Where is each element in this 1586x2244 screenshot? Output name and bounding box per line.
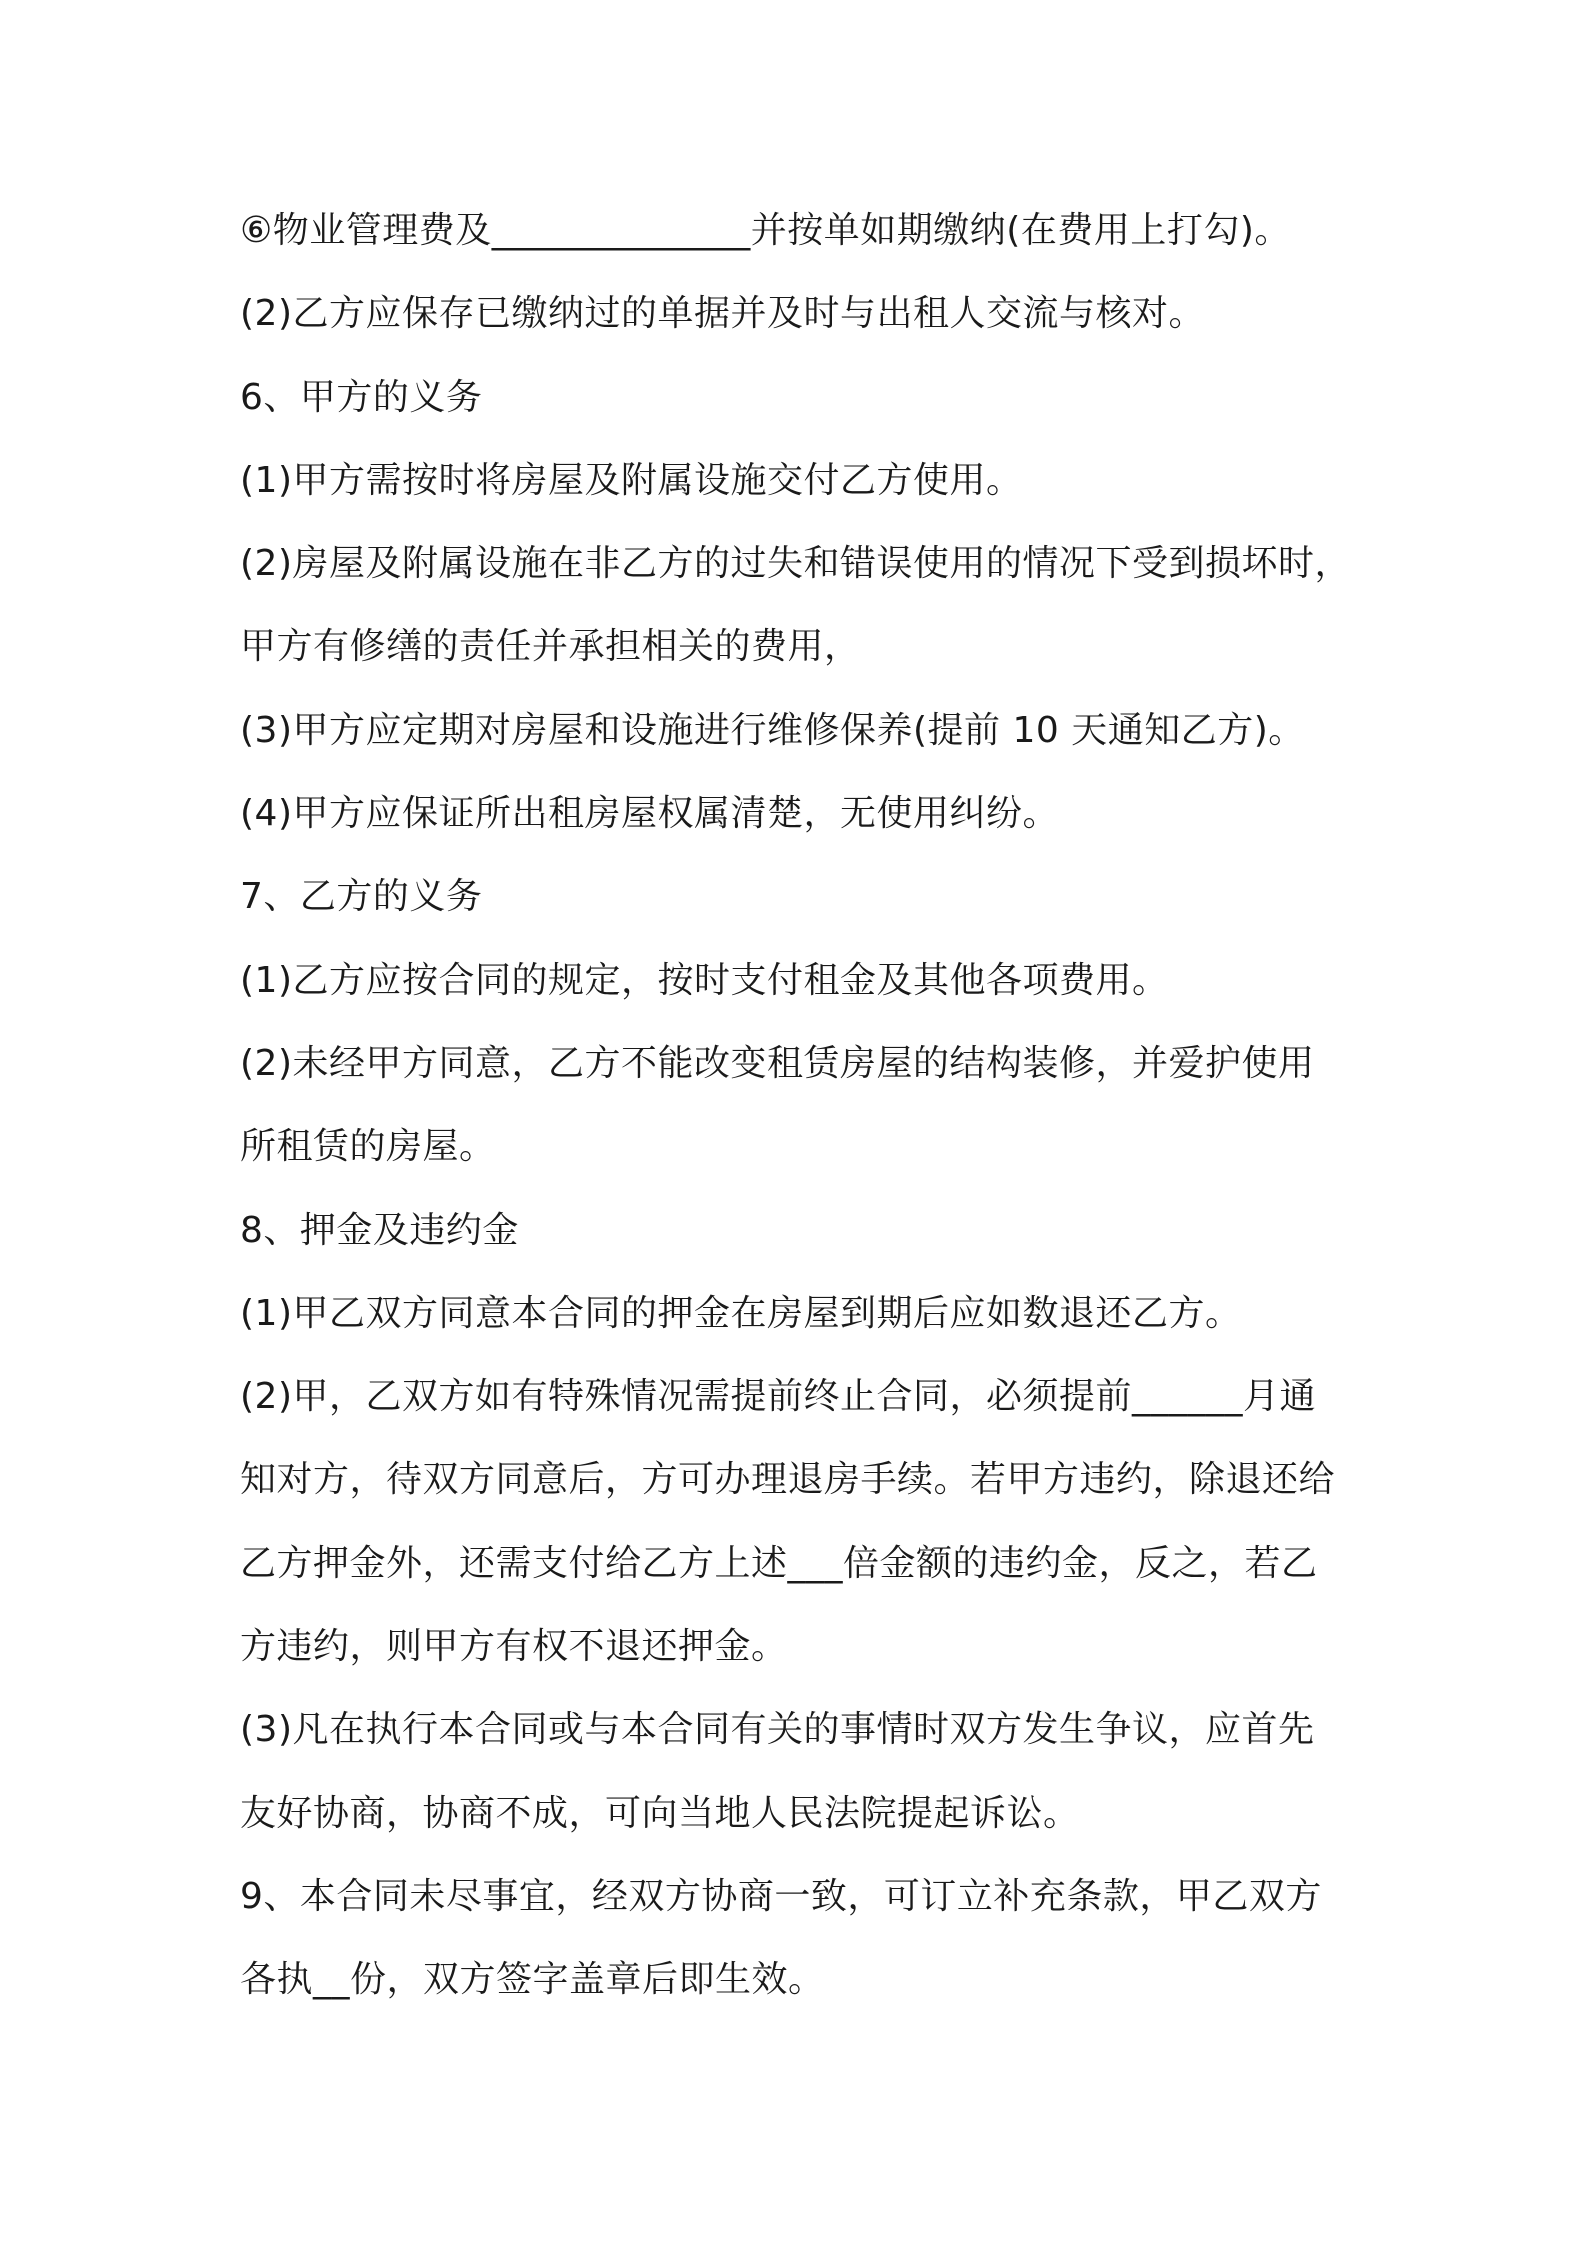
section-heading: 6、甲方的义务 [240,376,483,418]
text-line: 乙方押金外，还需支付给乙方上述___倍金额的违约金，反之，若乙 [240,1542,1318,1584]
section-heading: 8、押金及违约金 [240,1209,519,1251]
text-line: (1)乙方应按合同的规定，按时支付租金及其他各项费用。 [240,959,1169,1001]
text-line: (2)乙方应保存已缴纳过的单据并及时与出租人交流与核对。 [240,293,1205,335]
text-line: (2)甲，乙双方如有特殊情况需提前终止合同，必须提前______月通 [240,1376,1316,1418]
text-line: 方违约，则甲方有权不退还押金。 [240,1626,788,1668]
text-line: 各执__份，双方签字盖章后即生效。 [240,1959,825,2001]
text-line: ⑥物业管理费及______________并按单如期缴纳(在费用上打勾)。 [240,210,1291,251]
text-line: (2)房屋及附属设施在非乙方的过失和错误使用的情况下受到损坏时， [240,543,1351,585]
text-line: 所租赁的房屋。 [240,1126,496,1168]
section-heading: 9、本合同未尽事宜，经双方协商一致，可订立补充条款，甲乙双方 [240,1875,1322,1917]
text-line: 知对方，待双方同意后，方可办理退房手续。若甲方违约，除退还给 [240,1459,1336,1501]
text-line: (3)凡在执行本合同或与本合同有关的事情时双方发生争议，应首先 [240,1709,1315,1751]
text-line: (4)甲方应保证所出租房屋权属清楚，无使用纠纷。 [240,793,1059,835]
text-line: (3)甲方应定期对房屋和设施进行维修保养(提前 10 天通知乙方)。 [240,709,1305,751]
text-line: (2)未经甲方同意，乙方不能改变租赁房屋的结构装修，并爱护使用 [240,1042,1315,1084]
text-line: (1)甲乙双方同意本合同的押金在房屋到期后应如数退还乙方。 [240,1292,1242,1334]
text-line: 友好协商，协商不成，可向当地人民法院提起诉讼。 [240,1792,1080,1834]
text-line: (1)甲方需按时将房屋及附属设施交付乙方使用。 [240,459,1023,501]
document-body [240,198,1370,2031]
text-line: 甲方有修缮的责任并承担相关的费用， [240,626,861,668]
section-heading: 7、乙方的义务 [240,876,483,918]
